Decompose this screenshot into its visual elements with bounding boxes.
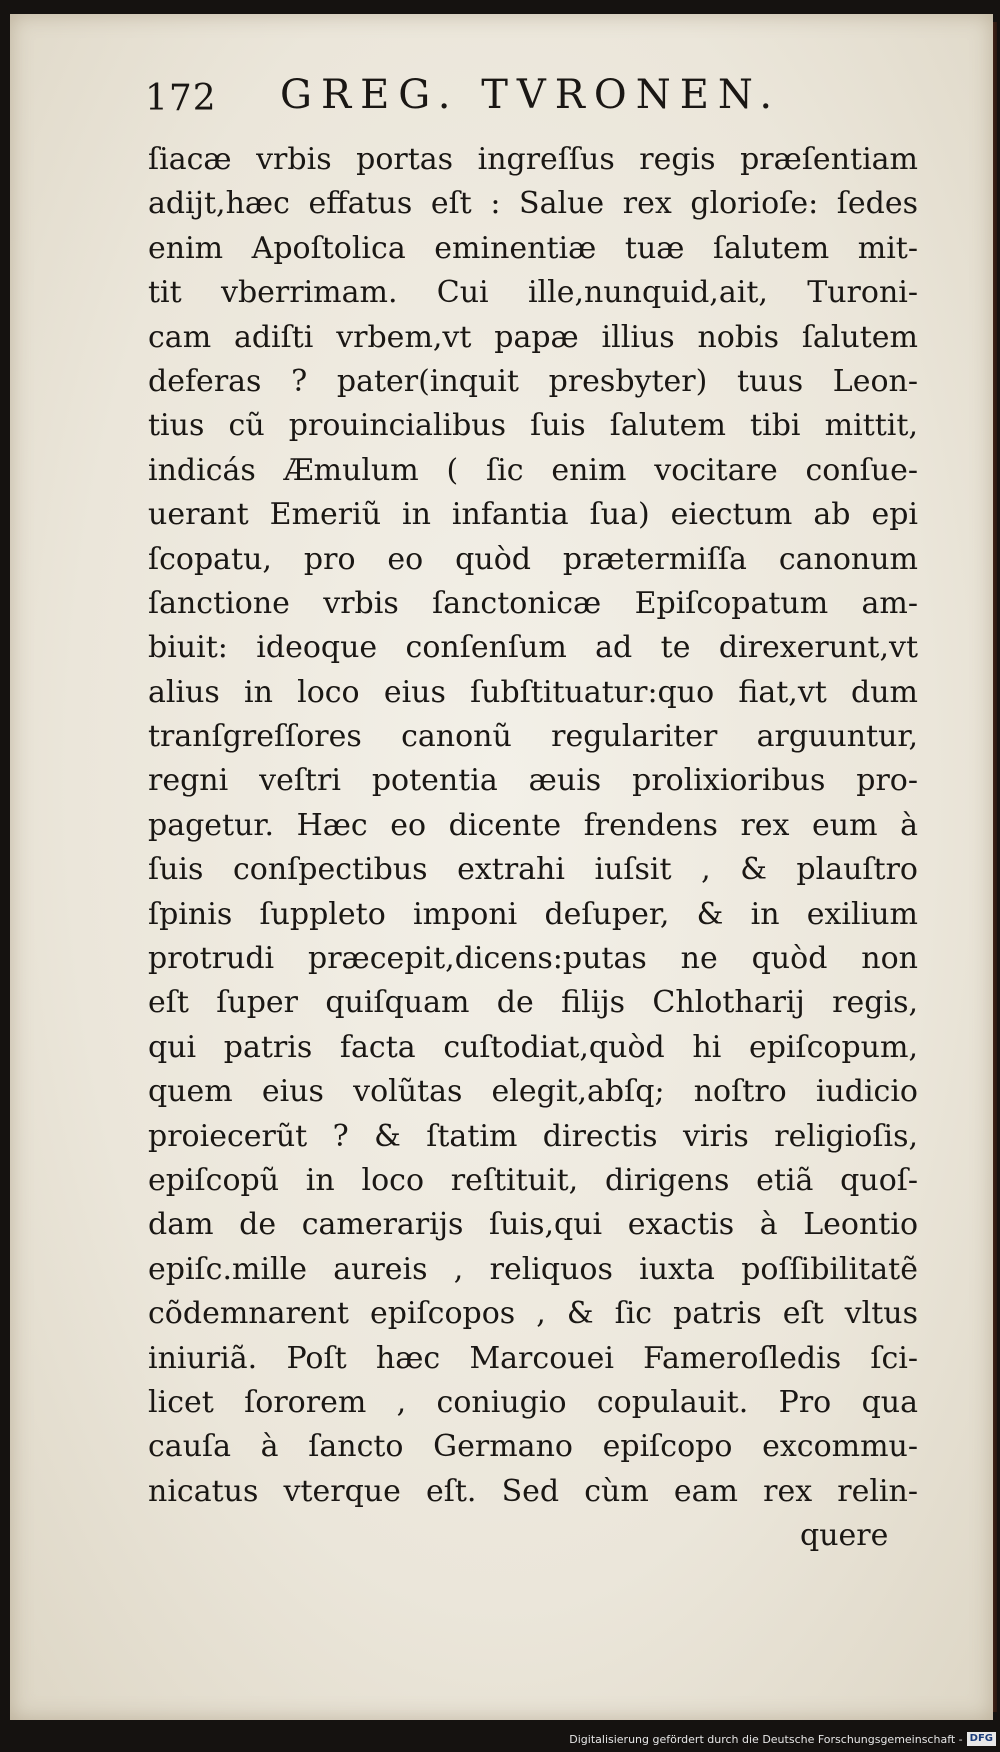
text-line: enim Apoſtolica eminentiæ tuæ ſalutem mit- <box>148 230 918 266</box>
text-line: ſcopatu, pro eo quòd prætermiſſa canonum <box>148 541 918 577</box>
text-line: nicatus vterque eſt. Sed cùm eam rex relin- <box>148 1473 918 1509</box>
text-line: uerant Emeriũ in infantia ſua) eiectum ab epi <box>148 497 918 533</box>
dfg-logo: DFG <box>967 1732 996 1746</box>
text-line: proiecerũt ? & ſtatim directis viris religioſis, <box>148 1118 918 1154</box>
running-head: GREG. TVRONEN. <box>280 72 782 118</box>
text-line: epiſcopũ in loco reſtituit, dirigens etiã quoſ- <box>148 1162 918 1198</box>
text-line: ſanctione vrbis ſanctonicæ Epiſcopatum am- <box>148 585 918 621</box>
catchword: quere <box>800 1518 889 1553</box>
text-line: quem eius volũtas elegit,abſq; noſtro iudicio <box>148 1074 918 1110</box>
text-line: ſuis conſpectibus extrahi iuſsit , & plauſtro <box>148 852 918 888</box>
text-line: pagetur. Hæc eo dicente frendens rex eum à <box>148 807 918 843</box>
page-number: 172 <box>145 78 217 119</box>
credit-text: Digitalisierung gefördert durch die Deutsche Forschungsgemeinschaft - <box>569 1732 963 1746</box>
digitization-credit <box>569 1730 996 1748</box>
text-line: cauſa à ſancto Germano epiſcopo excommu- <box>148 1429 918 1465</box>
text-line: epiſc.mille aureis , reliquos iuxta poſſibilitatẽ <box>148 1251 918 1287</box>
text-line: cam adiſti vrbem,vt papæ illius nobis ſalutem <box>148 319 918 355</box>
text-line: qui patris facta cuſtodiat,quòd hi epiſcopum, <box>148 1029 918 1065</box>
text-line: regni veſtri potentia æuis prolixioribus pro- <box>148 763 918 799</box>
text-line: ſiacæ vrbis portas ingreſſus regis præſentiam <box>148 142 918 177</box>
text-line: biuit: ideoque conſenſum ad te direxerunt,vt <box>148 630 918 666</box>
text-line: alius in loco eius ſubſtituatur:quo fiat,vt dum <box>148 674 918 710</box>
text-line: indicás Æmulum ( ſic enim vocitare conſue- <box>148 452 918 488</box>
text-line: protrudi præcepit,dicens:putas ne quòd non <box>148 941 918 977</box>
text-line: licet ſororem , coniugio copulauit. Pro qua <box>148 1384 918 1420</box>
text-line: tius cũ prouincialibus ſuis ſalutem tibi mittit, <box>148 408 918 444</box>
page-header <box>145 70 935 130</box>
text-line: deferas ? pater(inquit presbyter) tuus Leon- <box>148 363 918 399</box>
text-line: ſpinis ſuppleto imponi deſuper, & in exilium <box>148 896 918 932</box>
text-line: cõdemnarent epiſcopos , & ſic patris eſt vltus <box>148 1296 918 1332</box>
body-text <box>148 138 918 1514</box>
text-line: adijt,hæc effatus eſt : Salue rex glorioſe: ſedes <box>148 186 918 222</box>
text-line: dam de camerarijs ſuis,qui exactis à Leontio <box>148 1207 918 1243</box>
text-line: eſt ſuper quiſquam de filijs Chlotharij regis, <box>148 985 918 1021</box>
text-line: tranſgreſſores canonũ regulariter arguuntur, <box>148 719 918 755</box>
text-line: tit vberrimam. Cui ille,nunquid,ait, Turoni- <box>148 275 918 311</box>
text-line: iniuriã. Poſt hæc Marcouei Fameroſledis ſci- <box>148 1340 918 1376</box>
